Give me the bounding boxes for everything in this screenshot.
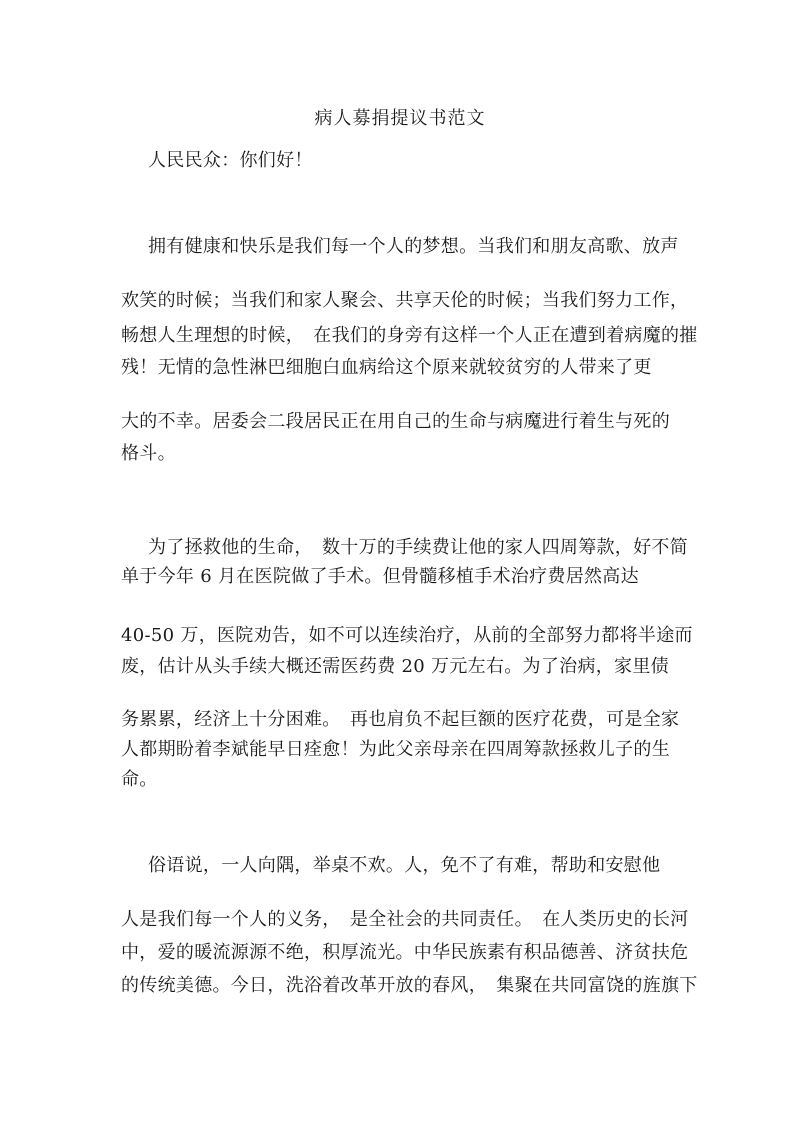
paragraph-line: 拥有健康和快乐是我们每一个人的梦想。当我们和朋友高歌、放声 [148, 236, 679, 257]
paragraph-line: 人是我们每一个人的义务， 是全社会的共同责任。 在人类历史的长河 [121, 909, 689, 930]
paragraph-line: 命。 [121, 769, 158, 790]
paragraph-line: 40-50 万，医院劝告，如不可以连续治疗，从前的全部努力都将半途而 [121, 625, 693, 646]
paragraph-line: 欢笑的时候；当我们和家人聚会、共享天伦的时候；当我们努力工作， [121, 290, 689, 311]
paragraph-line: 单于今年 6 月在医院做了手术。但骨髓移植手术治疗费居然高达 [121, 566, 639, 587]
paragraph-line: 残！无情的急性淋巴细胞白血病给这个原来就较贫穷的人带来了更 [121, 357, 652, 378]
paragraph-line: 中，爱的暖流源源不绝，积厚流光。中华民族素有积品德善、济贫扶危 [121, 942, 689, 963]
greeting-line: 人民民众：你们好！ [148, 150, 313, 171]
paragraph-line: 俗语说，一人向隅，举桌不欢。人，免不了有难，帮助和安慰他 [148, 855, 661, 876]
paragraph-line: 废，估计从头手续大概还需医药费 20 万元左右。为了治病，家里债 [121, 656, 669, 677]
paragraph-line: 人都期盼着李斌能早日痊愈！为此父亲母亲在四周筹款拯救儿子的生 [121, 739, 670, 760]
paragraph-line: 的传统美德。今日，洗浴着改革开放的春风， 集聚在共同富饶的旌旗下 [121, 975, 698, 996]
paragraph-line: 务累累，经济上十分困难。 再也肩负不起巨额的医疗花费，可是全家 [121, 709, 680, 730]
paragraph-line: 畅想人生理想的时候， 在我们的身旁有这样一个人正在遭到着病魔的摧 [121, 325, 698, 346]
paragraph-line: 大的不幸。居委会二段居民正在用自己的生命与病魔进行着生与死的 [121, 411, 670, 432]
paragraph-line: 格斗。 [121, 443, 176, 464]
paragraph-line: 为了拯救他的生命， 数十万的手续费让他的家人四周筹款，好不简 [148, 537, 688, 558]
document-title: 病人募捐提议书范文 [314, 108, 486, 129]
